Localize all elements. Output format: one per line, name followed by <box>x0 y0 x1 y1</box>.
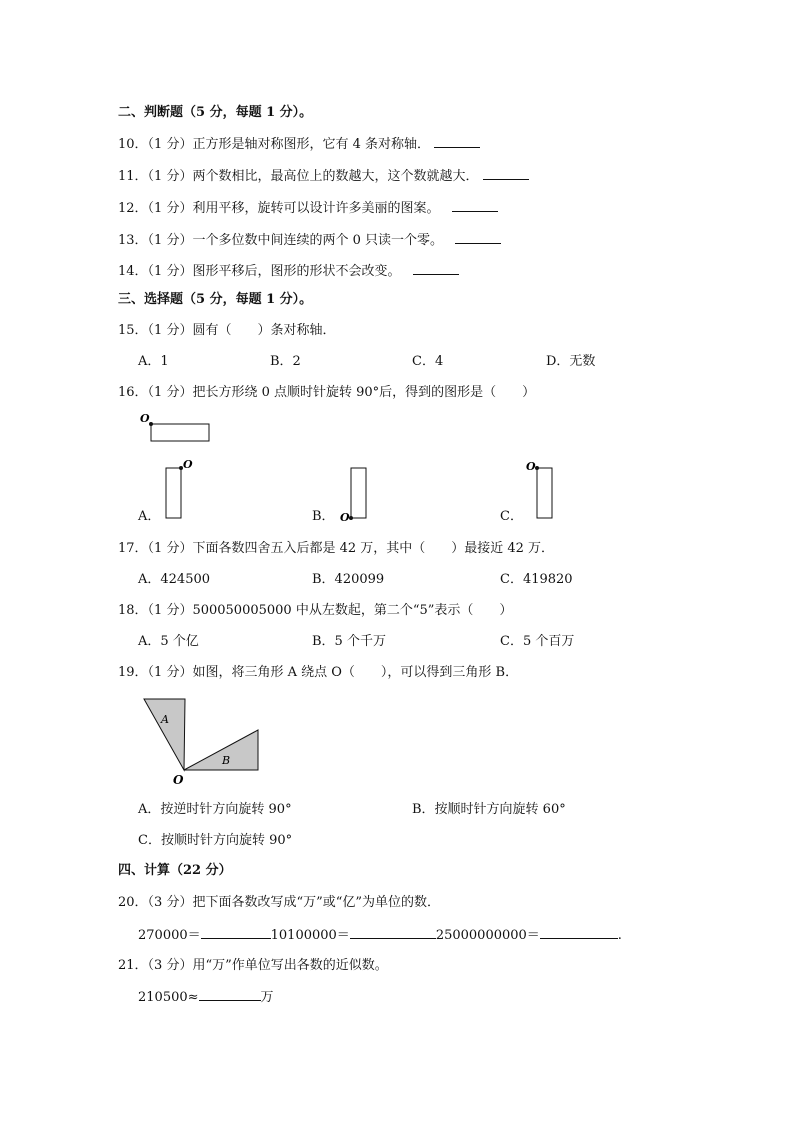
answer-blank[interactable] <box>199 988 261 1001</box>
answer-blank[interactable] <box>540 926 618 939</box>
point-o-dot <box>349 516 353 520</box>
point-o-label: O <box>340 511 350 524</box>
option-a[interactable]: A． <box>138 509 161 524</box>
option-b[interactable]: B．按顺时针方向旋转 60° <box>412 802 566 817</box>
conversion-item-3: 25000000000＝ <box>435 928 540 943</box>
triangle-a-label: A <box>161 713 169 726</box>
question-16: 16．（1 分）把长方形绕 0 点顺时针旋转 90°后，得到的图形是（ ） <box>118 385 536 400</box>
triangles-figure <box>140 696 265 788</box>
rotated-rectangle <box>166 468 181 518</box>
point-o-dot <box>149 422 153 426</box>
triangle-a <box>144 699 185 770</box>
answer-blank[interactable] <box>201 926 271 939</box>
option-a[interactable]: A．按逆时针方向旋转 90° <box>138 802 292 817</box>
rotated-rectangle <box>537 468 552 518</box>
rotated-rectangle <box>351 468 366 518</box>
option-c-figure[interactable] <box>522 460 562 522</box>
point-o-dot <box>535 466 539 470</box>
question-14 <box>118 262 459 281</box>
approximation-row <box>138 988 274 1007</box>
answer-blank[interactable] <box>434 135 480 148</box>
point-o-label: O <box>140 412 150 425</box>
option-b[interactable]: B．420099 <box>312 572 385 587</box>
question-13 <box>118 231 501 250</box>
section-title-choice: 三、选择题（5 分，每题 1 分）。 <box>118 292 313 307</box>
conversion-row <box>138 926 622 945</box>
question-19: 19．（1 分）如图，将三角形 A 绕点 O（ ），可以得到三角形 B． <box>118 665 519 680</box>
section-title-calculation: 四、计算（22 分） <box>118 863 232 878</box>
answer-blank[interactable] <box>452 199 498 212</box>
answer-blank[interactable] <box>483 167 529 180</box>
question-21: 21．（3 分）用“万”作单位写出各数的近似数。 <box>118 958 388 973</box>
option-b[interactable]: B．5 个千万 <box>312 634 386 649</box>
triangle-b <box>184 730 258 770</box>
option-c[interactable]: C．5 个百万 <box>500 634 575 649</box>
question-10 <box>118 135 480 154</box>
option-a[interactable]: A．1 <box>138 354 169 369</box>
conversion-item-1: 270000＝ <box>138 928 201 943</box>
question-text: 13．（1 分）一个多位数中间连续的两个 0 只读一个零。 <box>118 233 443 248</box>
option-c[interactable]: C．419820 <box>500 572 573 587</box>
option-a-figure[interactable] <box>160 460 200 522</box>
section-title-judgement: 二、判断题（5 分，每题 1 分）。 <box>118 105 313 120</box>
question-12 <box>118 199 498 218</box>
answer-blank[interactable] <box>455 231 501 244</box>
option-c[interactable]: C．按顺时针方向旋转 90° <box>138 833 293 848</box>
option-a[interactable]: A．5 个亿 <box>138 634 199 649</box>
question-text: 10．（1 分）正方形是轴对称图形，它有 4 条对称轴． <box>118 137 430 152</box>
point-o-label: O <box>526 460 536 473</box>
question-20: 20．（3 分）把下面各数改写成“万”或“亿”为单位的数． <box>118 895 441 910</box>
option-c[interactable]: C． <box>500 509 523 524</box>
question-17: 17．（1 分）下面各数四舍五入后都是 42 万，其中（ ）最接近 42 万． <box>118 541 555 556</box>
answer-blank[interactable] <box>350 926 436 939</box>
option-b[interactable]: B． <box>312 509 335 524</box>
option-c[interactable]: C．4 <box>412 354 444 369</box>
option-b-figure[interactable] <box>338 466 378 522</box>
row-end: . <box>617 928 622 943</box>
triangle-b-label: B <box>222 754 231 767</box>
option-a[interactable]: A．424500 <box>138 572 211 587</box>
rectangle-figure <box>140 412 215 444</box>
rectangle-shape <box>151 424 209 441</box>
option-b[interactable]: B．2 <box>270 354 301 369</box>
question-text: 12．（1 分）利用平移，旋转可以设计许多美丽的图案。 <box>118 201 440 216</box>
question-15: 15．（1 分）圆有（ ）条对称轴． <box>118 323 336 338</box>
approximation-item: 210500≈ <box>138 990 199 1005</box>
unit-label: 万 <box>260 990 274 1005</box>
question-11 <box>118 167 529 186</box>
question-18: 18．（1 分）500050005000 中从左数起，第二个“5”表示（ ） <box>118 603 513 618</box>
point-o-label: O <box>183 458 193 471</box>
question-text: 14．（1 分）图形平移后，图形的形状不会改变。 <box>118 264 401 279</box>
answer-blank[interactable] <box>413 262 459 275</box>
question-text: 11．（1 分）两个数相比，最高位上的数越大，这个数就越大． <box>118 169 479 184</box>
conversion-item-2: 10100000＝ <box>270 928 350 943</box>
point-o-label: O <box>173 773 184 787</box>
option-d[interactable]: D．无数 <box>546 354 596 369</box>
